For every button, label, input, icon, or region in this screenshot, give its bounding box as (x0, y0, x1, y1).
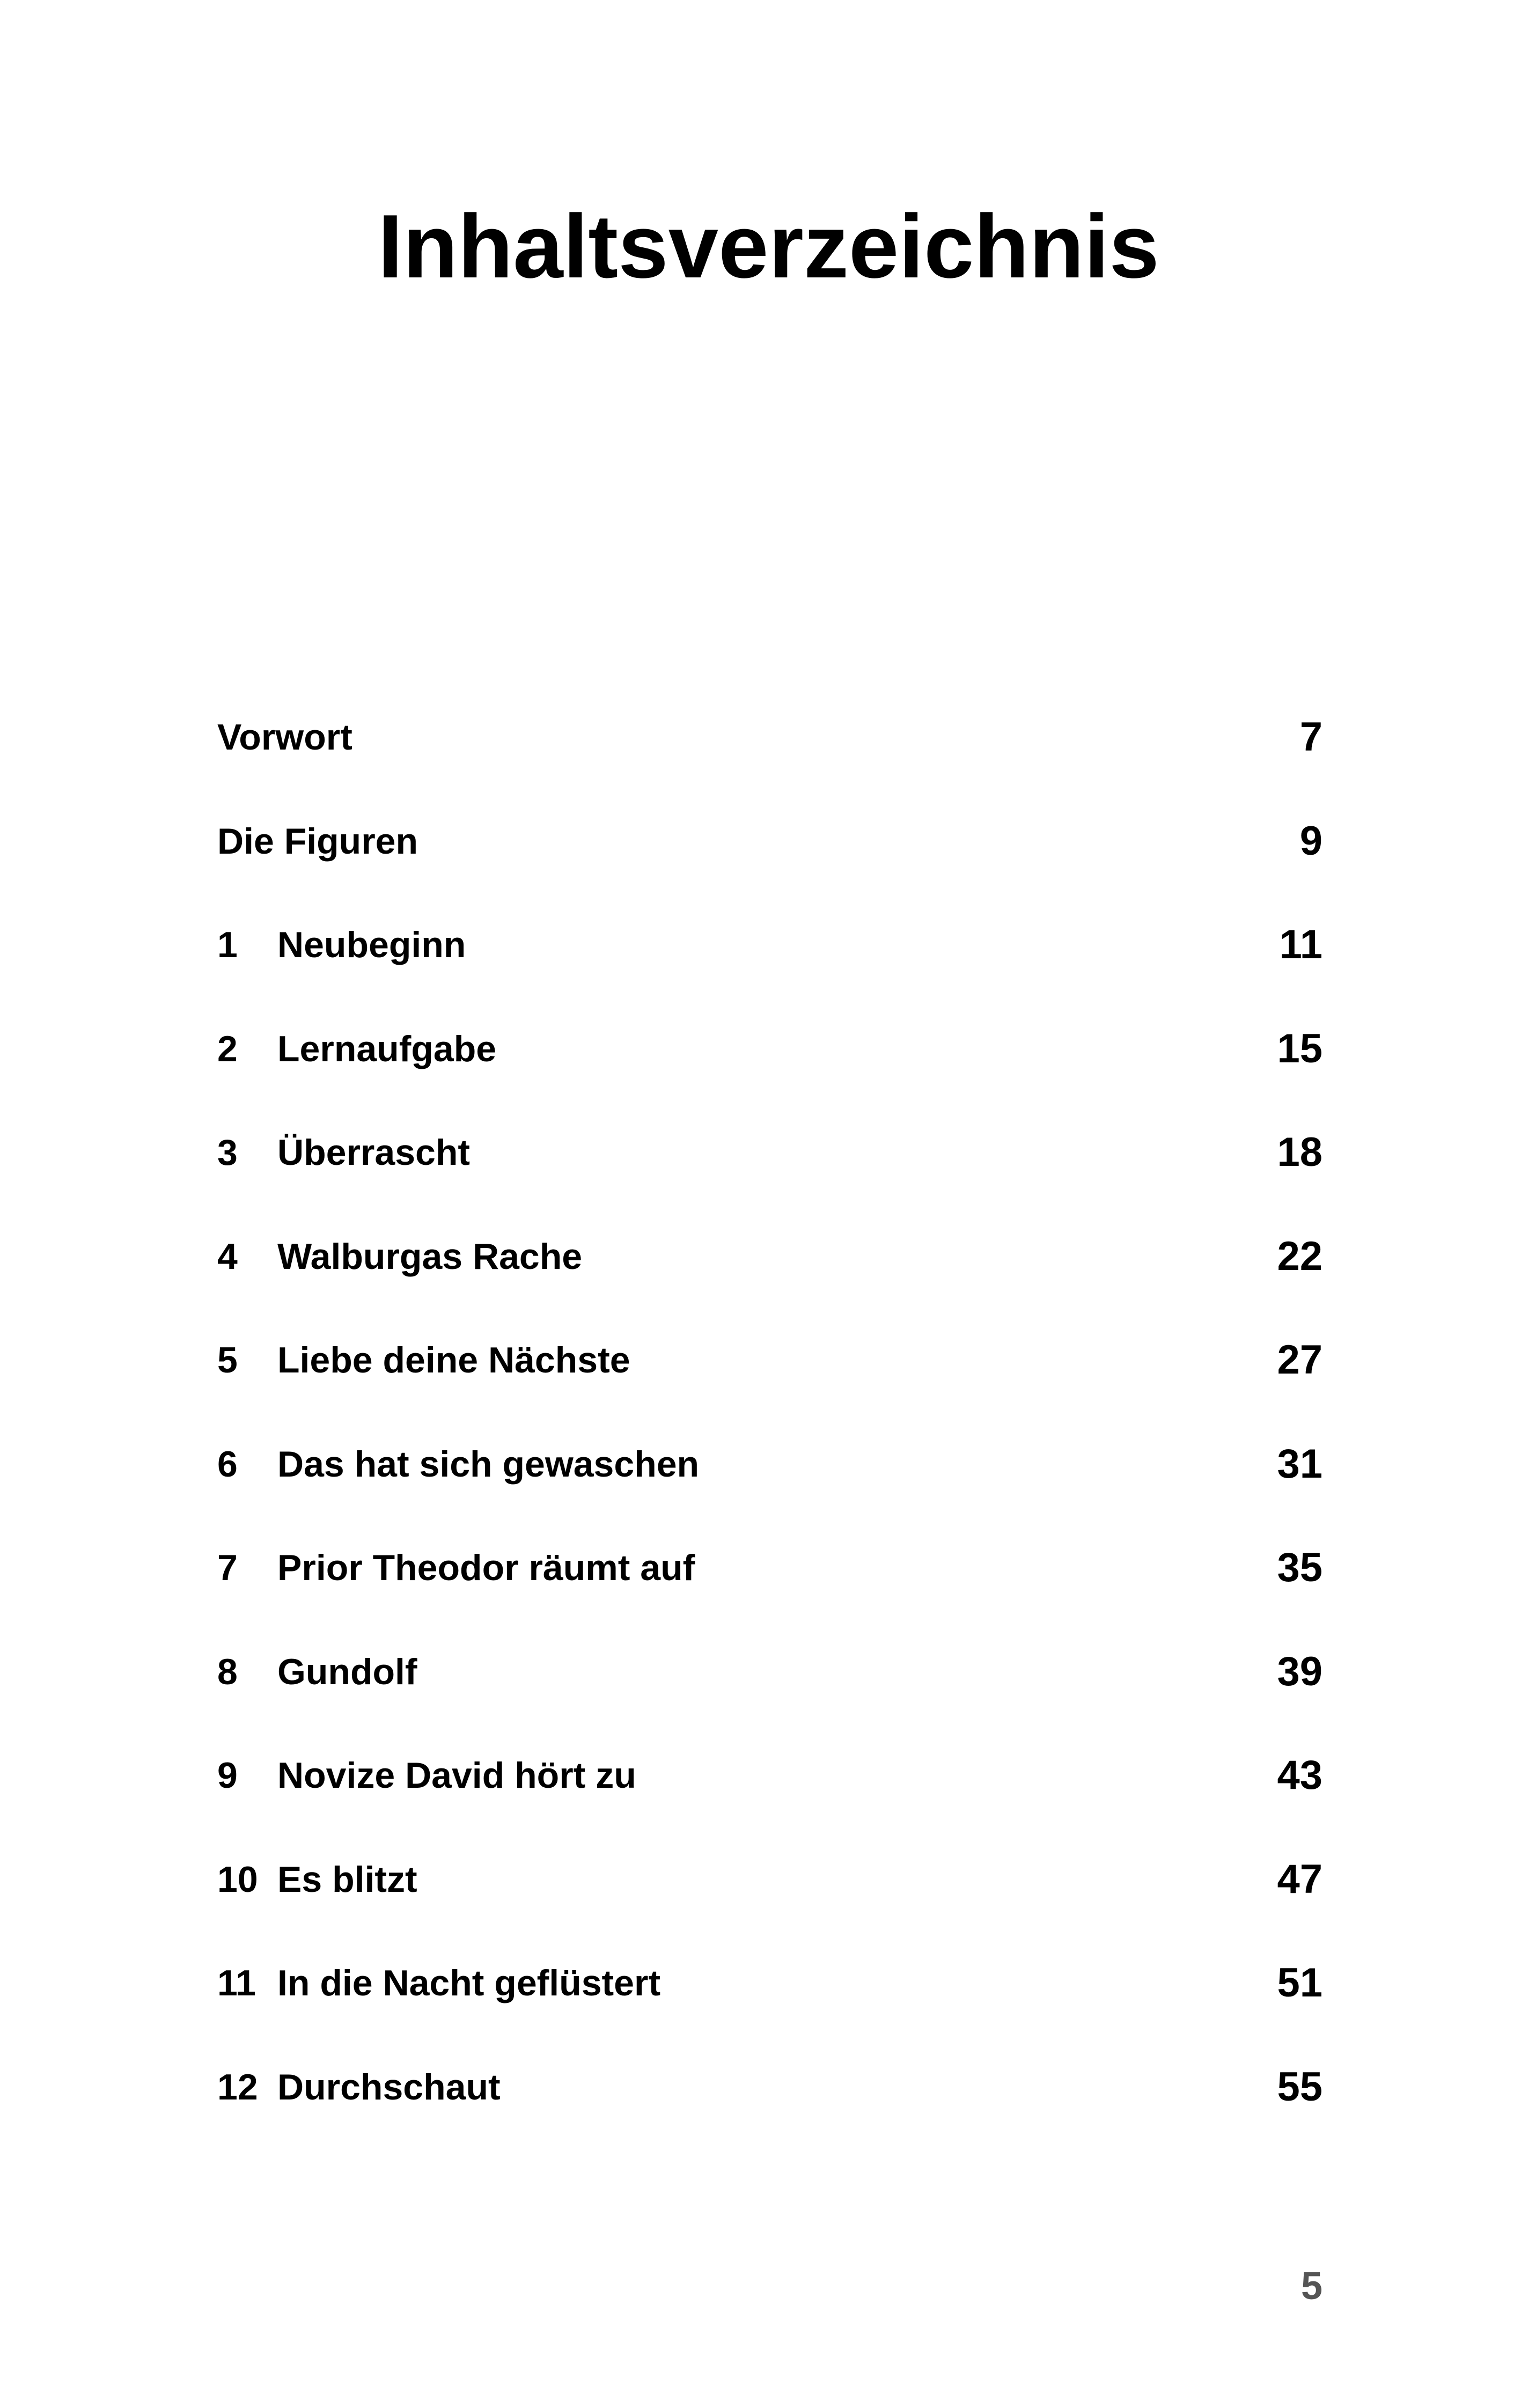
toc-entry-chapter-6[interactable] (217, 1441, 1322, 1550)
toc-entry-title: Es blitzt (277, 1859, 417, 1900)
table-of-contents (217, 714, 1322, 2172)
page-number: 5 (1300, 2265, 1322, 2308)
toc-entry-page: 11 (1279, 922, 1322, 967)
toc-entry-page: 31 (1277, 1441, 1322, 1487)
chapter-number: 5 (217, 1340, 238, 1381)
toc-entry-page: 22 (1277, 1233, 1322, 1279)
toc-entry-page: 7 (1299, 714, 1322, 760)
toc-entry-vorwort[interactable] (217, 714, 1322, 823)
chapter-number: 7 (217, 1547, 238, 1588)
toc-entry-chapter-7[interactable] (217, 1545, 1322, 1654)
chapter-number: 4 (217, 1236, 238, 1277)
toc-entry-chapter-3[interactable] (217, 1129, 1322, 1238)
toc-entry-title: In die Nacht geflüstert (277, 1963, 661, 2003)
chapter-number: 1 (217, 924, 238, 965)
toc-entry-chapter-8[interactable] (217, 1648, 1322, 1758)
toc-entry-chapter-9[interactable] (217, 1752, 1322, 1861)
toc-entry-chapter-5[interactable] (217, 1337, 1322, 1446)
toc-entry-page: 47 (1277, 1856, 1322, 1902)
toc-entry-title: Gundolf (277, 1651, 417, 1692)
toc-entry-chapter-10[interactable] (217, 1856, 1322, 1965)
chapter-number: 10 (217, 1859, 258, 1900)
chapter-number: 12 (217, 2066, 258, 2108)
toc-entry-chapter-4[interactable] (217, 1233, 1322, 1342)
toc-entry-title: Prior Theodor räumt auf (277, 1547, 695, 1588)
chapter-number: 6 (217, 1443, 238, 1485)
toc-entry-title: Neubeginn (277, 924, 466, 965)
toc-entry-title: Novize David hört zu (277, 1755, 636, 1796)
toc-entry-chapter-11[interactable] (217, 1960, 1322, 2069)
toc-entry-chapter-1[interactable] (217, 922, 1322, 1031)
toc-entry-figuren[interactable] (217, 818, 1322, 927)
toc-entry-title: Das hat sich gewaschen (277, 1443, 700, 1485)
chapter-number: 3 (217, 1132, 238, 1173)
toc-entry-page: 15 (1277, 1025, 1322, 1071)
chapter-number: 8 (217, 1651, 238, 1692)
toc-entry-page: 9 (1299, 818, 1322, 864)
toc-entry-title: Vorwort (217, 717, 352, 758)
toc-entry-page: 27 (1277, 1337, 1322, 1383)
toc-entry-title: Liebe deine Nächste (277, 1340, 630, 1381)
page-title: Inhaltsverzeichnis (378, 196, 1159, 297)
toc-entry-chapter-12[interactable] (217, 2064, 1322, 2173)
toc-entry-title: Überrascht (277, 1132, 471, 1173)
toc-entry-chapter-2[interactable] (217, 1025, 1322, 1135)
chapter-number: 11 (217, 1963, 256, 2003)
toc-entry-page: 35 (1277, 1545, 1322, 1590)
toc-entry-title: Die Figuren (217, 820, 418, 862)
toc-entry-title: Durchschaut (277, 2066, 501, 2108)
chapter-number: 2 (217, 1028, 238, 1069)
chapter-number: 9 (217, 1755, 238, 1796)
toc-entry-page: 55 (1277, 2064, 1322, 2110)
toc-entry-page: 43 (1277, 1752, 1322, 1798)
toc-entry-title: Lernaufgabe (277, 1028, 497, 1069)
toc-entry-page: 51 (1277, 1960, 1322, 2006)
toc-entry-title: Walburgas Rache (277, 1236, 583, 1277)
toc-entry-page: 39 (1277, 1648, 1322, 1694)
toc-entry-page: 18 (1277, 1129, 1322, 1175)
